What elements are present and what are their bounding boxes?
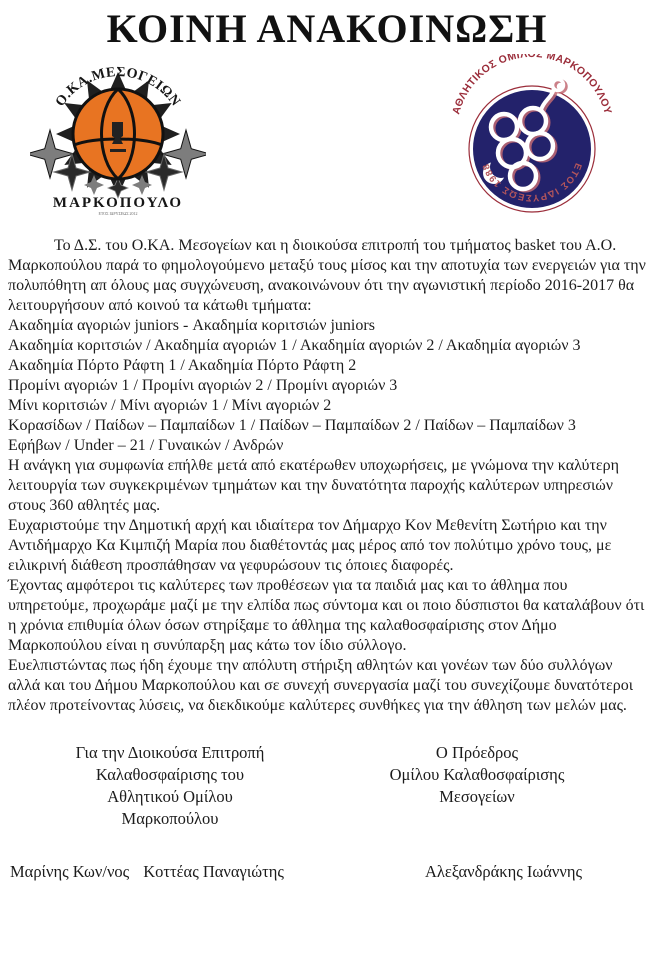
ao-logo-arc-text: ΑΘΛΗΤΙΚΟΣ ΟΜΙΛΟΣ ΜΑΡΚΟΠΟΥΛΟΥ [450,54,614,116]
department-line: Ακαδημία κοριτσιών / Ακαδημία αγοριών 1 / Ακαδημία αγοριών 2 / Ακαδημία αγοριών 3 [8,337,581,354]
oka-mesogeion-logo [30,54,206,224]
signer-name: Κοττέας Παναγιώτης [143,862,284,881]
department-line: Προμίνι αγοριών 1 / Προμίνι αγοριών 2 / Προμίνι αγοριών 3 [8,377,398,394]
announcement-paragraph-4: Έχοντας αμφότεροι τις καλύτερες των προθέσεων για τα παιδιά μας και το άθλημα που υπηρετούμε, προχωράμε μαζί με την ελπίδα πως σύντομα και οι ποιο δύσπιστοι θα καταλάβουν ότι η χρόνια επιθυμία όλων όσων στηρίξαμε το άθλημα της καλαθοσφαίρισης στον Δήμο Μαρκοπούλου είναι η συνύπαρξη μας κάτω τον ίδιο σύλλογο. [8,577,645,654]
signature-line: Αθλητικού Ομίλου [107,787,233,806]
signature-block-right [342,742,612,830]
logos-row [0,52,654,226]
names-left [10,862,298,882]
signature-line: Μεσογείων [439,787,515,806]
oka-logo-wordmark: ΜΑΡΚΟΠΟΥΛΟ [52,195,184,211]
department-line: Ακαδημία αγοριών juniors - Ακαδημία κοριτσιών juniors [8,317,375,334]
signature-line: Καλαθοσφαίρισης του [95,765,245,784]
oka-logo-arc-text: Ο.ΚΑ.ΜΕΣΟΓΕΙΩΝ [52,64,184,110]
announcement-paragraph-5: Ευελπιστώντας πως ήδη έχουμε την απόλυτη στήριξη αθλητών και γονέων των δύο συλλόγων αλλά και του Δήμου Μαρκοπούλου και σε συνεχή συνεργασία μαζί του συνεχίζουμε δυνατότεροι πλέον προτείνοντας λύσεις, να διεκδικούμε καλύτερες συνθήκες για την άθληση των μελών μας. [8,657,634,714]
signature-block-left [30,742,310,830]
basketball-logo-icon [30,54,206,224]
announcement-paragraph-2: Η ανάγκη για συμφωνία επήλθε μετά από εκατέρωθεν υποχωρήσεις, με γνώμονα την καλύτερη λειτουργία των συγκεκριμένων τμημάτων και την δυνατότητα παροχής καλύτερων υπηρεσιών στους 360 αθλητές μας. [8,457,619,514]
signer-name: Αλεξανδράκης Ιωάννης [424,862,582,881]
announcement-body [0,236,654,716]
signer-name: Μαρίνης Κων/νος [10,862,130,881]
announcement-paragraph-3: Ευχαριστούμε την Δημοτική αρχή και ιδιαίτερα τον Δήμαρχο Κον Μεθενίτη Σωτήριο και την Αντιδήμαρχο Κα Κιμπιζή Μαρία που διαθέτοντάς μας μέρος από τον πολύτιμο χρόνο τους, με ειλικρινή διάθεση προσπάθησαν να γεφυρώσουν τις όποιες διαφορές. [8,517,612,574]
department-line: Κορασίδων / Παίδων – Παμπαίδων 1 / Παίδων – Παμπαίδων 2 / Παίδων – Παμπαίδων 3 [8,417,576,434]
signature-titles-row [0,742,654,830]
ao-logo-founding-text: ΕΤΟΣ ΙΔΡΥΣΕΩΣ 1988 [480,161,584,204]
ao-markopoulou-logo [444,54,620,224]
signature-line: Ομίλου Καλαθοσφαίρισης [389,765,565,784]
signature-line: Για την Διοικούσα Επιτροπή [75,743,265,762]
names-right [425,862,582,882]
department-line: Μίνι κοριτσιών / Μίνι αγοριών 1 / Μίνι αγοριών 2 [8,397,332,414]
signature-line: Μαρκοπούλου [121,809,219,828]
oka-logo-tagline: ΕΤΟΣ ΙΔΡΥΣΕΩΣ 2012 [98,211,138,216]
document-title: ΚΟΙΝΗ ΑΝΑΚΟΙΝΩΣΗ [106,6,548,51]
signature-line: Ο Πρόεδρος [435,743,519,762]
announcement-paragraph-1: Το Δ.Σ. του Ο.ΚΑ. Μεσογείων και η διοικούσα επιτροπή του τμήματος basket του Α.Ο. Μαρκοπούλου παρά το φημολογούμενο μεταξύ τους μίσος και την αποτυχία των ενεργειών για την πολυπόθητη απ όλους μας συγχώνευση, ανακοινώνουν ότι την αγωνιστική περίοδο 2016-2017 θα λειτουργήσουν από κοινού τα κάτωθι τμήματα: [8,237,646,314]
departments-list [8,316,646,456]
grapes-logo-icon [444,54,620,224]
department-line: Ακαδημία Πόρτο Ράφτη 1 / Ακαδημία Πόρτο Ράφτη 2 [8,357,357,374]
department-line: Εφήβων / Under – 21 / Γυναικών / Ανδρών [8,437,284,454]
signature-names-row [0,862,654,882]
